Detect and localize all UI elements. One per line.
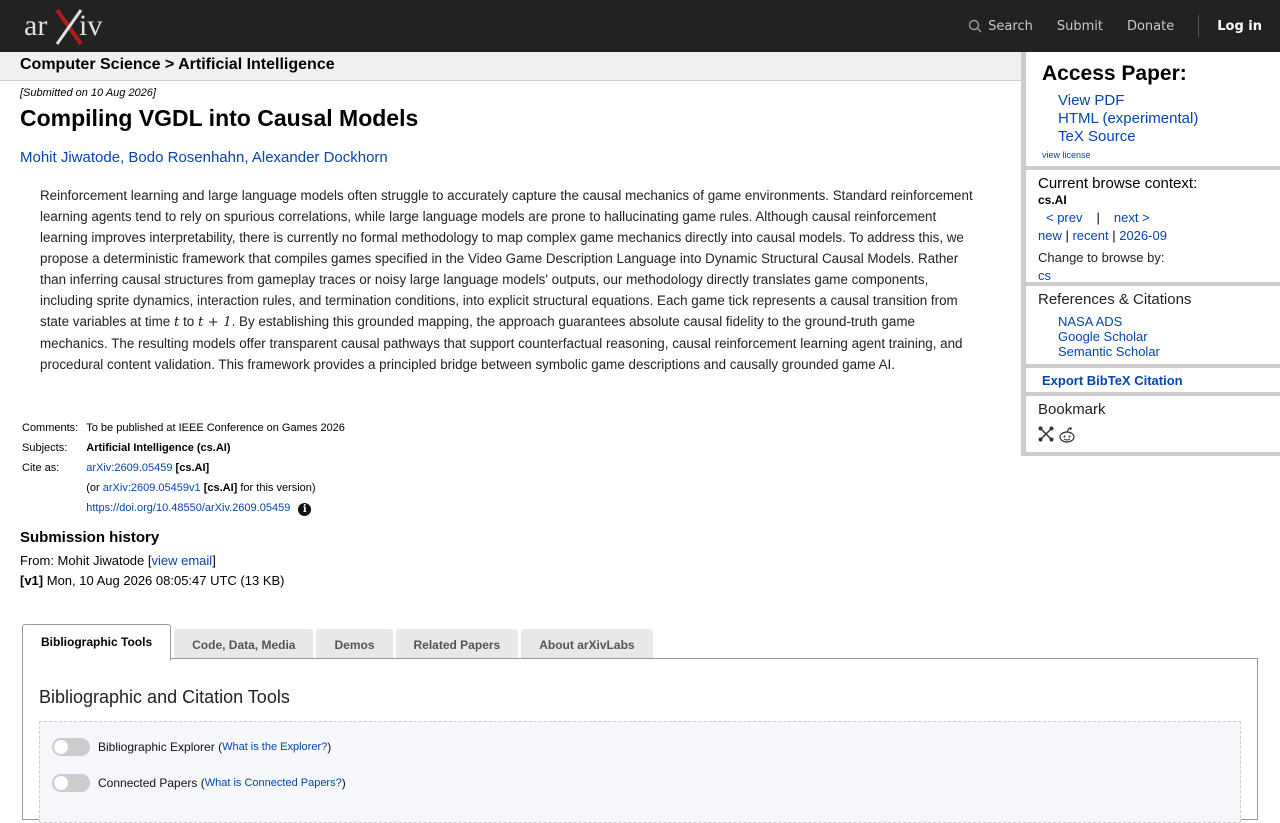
- from-suffix: ]: [212, 553, 216, 568]
- export-bibtex-link[interactable]: Export BibTeX Citation: [1042, 373, 1183, 388]
- access-paper-box: [1026, 52, 1280, 166]
- nasa-ads-link[interactable]: NASA ADS: [1058, 314, 1123, 329]
- toggle-knob: [54, 776, 68, 790]
- cite-label: Cite as:: [22, 462, 60, 474]
- tab-related-papers[interactable]: Related Papers: [396, 629, 519, 661]
- browse-context-heading: Current browse context:: [1038, 175, 1198, 192]
- explorer-toggle-row: Bibliographic Explorer ( What is the Explorer? ): [52, 738, 331, 756]
- version-suffix: for this version): [240, 482, 316, 494]
- browse-context-category: cs.AI: [1038, 193, 1067, 207]
- tab-panel: [22, 658, 1258, 820]
- bibsonomy-icon[interactable]: [1038, 426, 1054, 442]
- references-heading: References & Citations: [1038, 291, 1192, 308]
- submitter-line: [20, 553, 216, 568]
- login-link[interactable]: Log in: [1217, 18, 1262, 34]
- export-box: [1026, 368, 1280, 392]
- prev-link[interactable]: < prev: [1046, 210, 1083, 225]
- from-prefix: From: Mohit Jiwatode [: [20, 553, 152, 568]
- svg-text:ar: ar: [24, 9, 48, 42]
- submit-link[interactable]: Submit: [1056, 18, 1103, 34]
- search-icon: [968, 19, 982, 33]
- or-prefix: (or: [86, 482, 100, 494]
- explorer-toggle[interactable]: [52, 738, 90, 756]
- math-t-plus-1: t + 1: [197, 315, 232, 330]
- version-date: Mon, 10 Aug 2026 08:05:47 UTC (13 KB): [46, 573, 285, 588]
- semantic-scholar-link[interactable]: Semantic Scholar: [1058, 344, 1160, 359]
- connected-papers-toggle[interactable]: [52, 774, 90, 792]
- browse-cs-link[interactable]: cs: [1038, 268, 1051, 283]
- connected-papers-help-link[interactable]: What is Connected Papers?: [204, 777, 342, 789]
- connected-papers-toggle-row: Connected Papers ( What is Connected Papers? ): [52, 774, 346, 792]
- paper-title: Compiling VGDL into Causal Models: [20, 105, 419, 131]
- view-pdf-link[interactable]: View PDF: [1058, 92, 1125, 109]
- submission-history-heading: Submission history: [20, 529, 160, 546]
- search-link[interactable]: [968, 19, 1033, 34]
- comments-value: To be published at IEEE Conference on Games 2026: [86, 422, 345, 434]
- doi-link[interactable]: https://doi.org/10.48550/arXiv.2609.05459: [86, 502, 291, 514]
- change-browse-label: Change to browse by:: [1038, 250, 1165, 265]
- labs-tabs: [22, 624, 653, 661]
- submission-date: [Submitted on 10 Aug 2026]: [20, 87, 156, 99]
- nav-divider: [1198, 15, 1199, 37]
- reddit-icon[interactable]: [1058, 426, 1076, 444]
- author-link[interactable]: Bodo Rosenhahn: [128, 149, 245, 166]
- author-list: Mohit Jiwatode, Bodo Rosenhahn, Alexander Dockhorn: [20, 149, 388, 166]
- tab-code-data-media[interactable]: Code, Data, Media: [174, 629, 313, 661]
- bookmark-box: [1026, 396, 1280, 452]
- comments-label: Comments:: [22, 422, 79, 434]
- next-link[interactable]: next >: [1113, 210, 1150, 225]
- cite-id-link[interactable]: arXiv:2609.05459: [86, 462, 173, 474]
- version-label: [v1]: [20, 573, 44, 588]
- donate-link[interactable]: Donate: [1126, 18, 1175, 34]
- toolbox: [39, 721, 1241, 823]
- category-header: [0, 52, 1021, 81]
- month-link[interactable]: 2026-09: [1119, 228, 1167, 243]
- view-email-link[interactable]: view email: [151, 553, 213, 568]
- version-link[interactable]: arXiv:2609.05459v1: [102, 482, 201, 494]
- abstract: [40, 185, 980, 375]
- explorer-label: Bibliographic Explorer: [98, 740, 215, 754]
- author-link[interactable]: Mohit Jiwatode: [20, 149, 121, 166]
- abstract-text: . By establishing this grounded mapping, the approach guarantees absolute causal fidelity to the ground-truth game mechanics. The resulting models offer transparent causal pathways that support counterfactual reasoning, causal reinforcement learning agent training, and procedural content validation. This framework provides a principled bridge between symbolic game descriptions and causally grounded game AI.: [40, 314, 963, 372]
- explorer-help-link[interactable]: What is the Explorer?: [222, 741, 328, 753]
- breadcrumb: Computer Science > Artificial Intelligence: [20, 56, 335, 73]
- arxiv-logo[interactable]: [24, 6, 114, 46]
- panel-title: Bibliographic and Citation Tools: [39, 687, 290, 707]
- nav-separator: |: [1096, 210, 1100, 225]
- version-category: [cs.AI]: [203, 482, 238, 494]
- tab-demos[interactable]: Demos: [316, 629, 392, 661]
- google-scholar-link[interactable]: Google Scholar: [1058, 329, 1148, 344]
- metadata-table: [20, 418, 347, 518]
- new-link[interactable]: new: [1038, 228, 1062, 243]
- browse-context-box: Current browse context: cs.AI < prev | next > new | recent | 2026-09 Change to browse by: cs: [1026, 170, 1280, 282]
- tex-source-link[interactable]: TeX Source: [1058, 128, 1136, 145]
- top-navbar: [0, 0, 1280, 52]
- search-label: Search: [988, 18, 1033, 34]
- cite-category: [cs.AI]: [175, 462, 210, 474]
- sidebar: [1021, 52, 1280, 456]
- connected-papers-label: Connected Papers: [98, 776, 198, 790]
- info-icon[interactable]: i: [298, 503, 311, 516]
- references-box: [1026, 286, 1280, 364]
- subjects-value: Artificial Intelligence (cs.AI): [86, 442, 231, 454]
- author-link[interactable]: Alexander Dockhorn: [251, 149, 388, 166]
- view-license-link[interactable]: view license: [1042, 150, 1091, 160]
- recent-link[interactable]: recent: [1072, 228, 1109, 243]
- tab-bibliographic-tools[interactable]: Bibliographic Tools: [22, 624, 171, 661]
- version-entry: [20, 573, 285, 588]
- access-paper-heading: Access Paper:: [1042, 62, 1187, 85]
- svg-text:iv: iv: [79, 9, 103, 42]
- abstract-text: Reinforcement learning and large language models often struggle to accurately capture the causal mechanics of game environments. Standard reinforcement learning agents tend to rely on spurious correlations, while large language models are prone to hallucinating game rules. Although causal reinforcement learning improves interpretability, there is currently no formal methodology to map complex game mechanics directly into causal models. To address this, we propose a deterministic framework that compiles games specified in the Video Game Description Language into Dynamic Structural Causal Models. Rather than inferring causal structures from gameplay traces or noisy large language models' outputs, our methodology directly translates game components, including sprite dynamics, interaction rules, and termination conditions, into explicit structural equations. Each game tick represents a causal transition from state variables at time: [40, 188, 973, 329]
- tab-about-arxivlabs[interactable]: About arXivLabs: [521, 629, 652, 661]
- bookmark-heading: Bookmark: [1038, 401, 1106, 418]
- math-t: t: [173, 315, 180, 330]
- html-link[interactable]: HTML (experimental): [1058, 110, 1199, 127]
- toggle-knob: [54, 740, 68, 754]
- subjects-label: Subjects:: [22, 442, 68, 454]
- abstract-to: to: [179, 314, 198, 329]
